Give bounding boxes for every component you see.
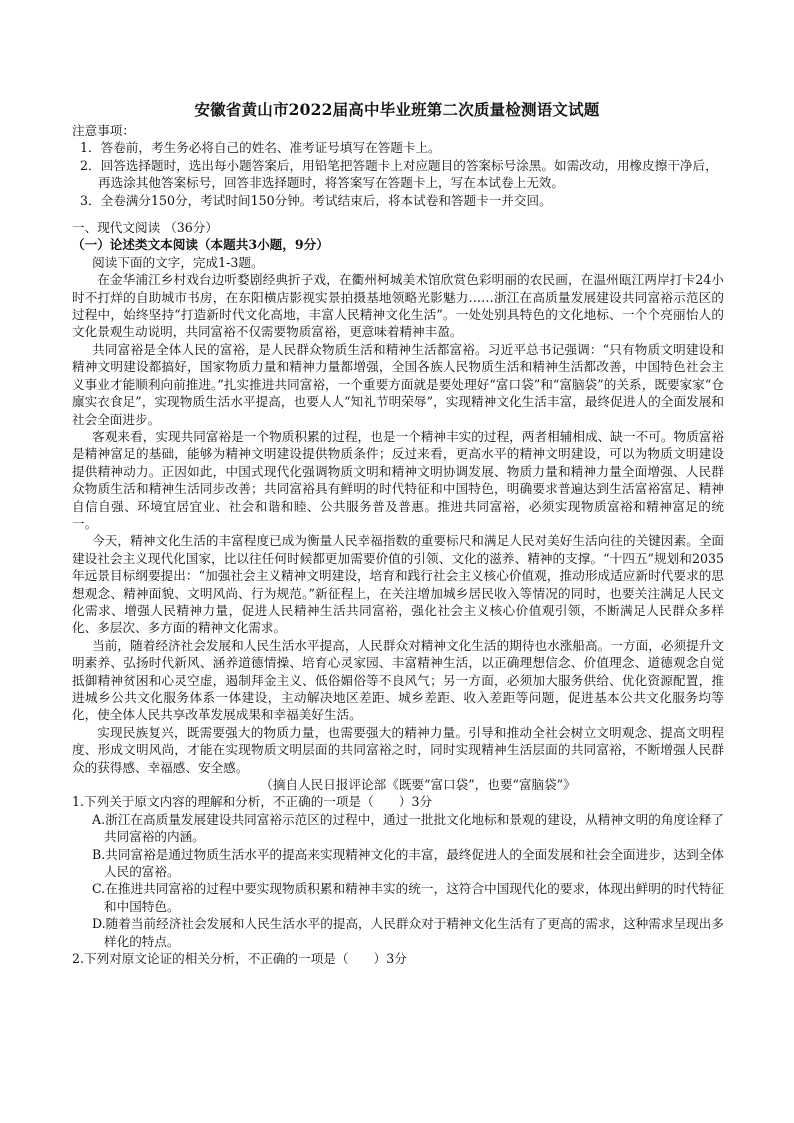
- question-option: A.浙江在高质量发展建设共同富裕示范区的过程中，通过一批批文化地标和景观的建设，从精神文明的角度诠释了共同富裕的内涵。: [92, 811, 724, 845]
- question-option: B.共同富裕是通过物质生活水平的提高来实现精神文化的丰富，最终促进人的全面发展和社会全面进步，达到全体人民的富裕。: [92, 846, 724, 880]
- passage-paragraph: 实现民族复兴，既需要强大的物质力量，也需要强大的精神力量。引导和推动全社会树立文明观念、提高文明程度、形成文明风尚，才能在实现物质文明层面的共同富裕之时，同时实现精神生活层面的共同富裕，不断增强人民群众的获得感、幸福感、安全感。: [72, 724, 724, 775]
- passage-source: （摘自人民日报评论部《既要“富口袋”，也要“富脑袋”》: [260, 777, 576, 793]
- note-item: 2．回答选择题时，选出每小题答案后，用铅笔把答题卡上对应题目的答案标号涂黑。如需改动，用橡皮擦干净后，再选涂其他答案标号，回答非选择题时，将答案写在答题卡上，写在本试卷上无效。: [80, 157, 718, 191]
- notes-heading: 注意事项：: [72, 123, 135, 138]
- passage-paragraph: 当前，随着经济社会发展和人民生活水平提高，人民群众对精神文化生活的期待也水涨船高。一方面，必须提升文明素养、弘扬时代新风、涵养道德情操、培育心灵家园、丰富精神生活，以正确理想信念、价值理念、道德观念自觉抵御精神贫困和心灵空虚，遏制拜金主义、低俗媚俗等不良风气；另一方面，必须加大服务供给、优化资源配置，推进城乡公共文化服务体系一体建设，主动解决地区差距、城乡差距、收入差距等问题，促进基本公共文化服务均等化，使全体人民共享改革发展成果和幸福美好生活。: [72, 637, 724, 723]
- note-item: 1．答卷前，考生务必将自己的姓名、准考证号填写在答题卡上。: [80, 140, 441, 156]
- passage-paragraph: 在金华浦江乡村戏台边听婺剧经典折子戏，在衢州柯城美术馆欣赏色彩明丽的农民画，在温州瓯江两岸打卡24小时不打烊的自助城市书房，在东阳横店影视实景拍摄基地领略光影魅力……浙江在高质量发展建设共同富裕示范区的过程中，始终坚持“打造新时代文化高地，丰富人民精神文化生活”。一处处别具特色的文化地标、一个个亮丽怡人的文化景观生动说明，共同富裕不仅需要物质富裕，更意味着精神丰盈。: [72, 272, 724, 340]
- question-option: C.在推进共同富裕的过程中要实现物质积累和精神丰实的统一，这符合中国现代化的要求，体现出鲜明的时代特征和中国特色。: [92, 881, 724, 914]
- reading-instruction: 阅读下面的文字，完成1-3题。: [92, 254, 264, 270]
- passage-paragraph: 今天，精神文化生活的丰富程度已成为衡量人民幸福指数的重要标尺和满足人民对美好生活向往的关键因素。全面建设社会主义现代化国家，比以往任何时候都更加需要价值的引领、文化的滋养、精神的支撑。“十四五”规划和2035年远景目标纲要提出：“加强社会主义精神文明建设，培育和践行社会主义核心价值观，推动形成适应新时代要求的思想观念、精神面貌、文明风尚、行为规范。”新征程上，在关注增加城乡居民收入等情况的同时，也要关注满足人民文化需求、增强人民精神力量，促进人民精神生活共同富裕，强化社会主义核心价值观引领，不断满足人民群众多样化、多层次、多方面的精神文化需求。: [72, 533, 724, 636]
- passage-paragraph: 共同富裕是全体人民的富裕，是人民群众物质生活和精神生活都富裕。习近平总书记强调：“只有物质文明建设和精神文明建设都搞好，国家物质力量和精神力量都增强，全国各族人民物质生活和精神生活都改善，中国特色社会主义事业才能顺利向前推进。”扎实推进共同富裕，一个重要方面就是要处理好“富口袋”和“富脑袋”的关系，既要家家“仓廪实衣食足”，实现物质生活水平提高，也要人人“知礼节明荣辱”，实现精神文化生活丰富，最终促进人的全面发展和社会全面进步。: [72, 341, 724, 427]
- question-stem: 1.下列关于原文内容的理解和分析，不正确的一项是（ ）3分: [72, 794, 433, 810]
- question-stem: 2.下列对原文论证的相关分析，不正确的一项是（ ）3分: [72, 951, 407, 967]
- question-option: D.随着当前经济社会发展和人民生活水平的提高，人民群众对于精神文化生活有了更高的需求，这种需求呈现出多样化的特点。: [92, 916, 724, 949]
- subsection-heading: （一）论述类文本阅读（本题共3小题，9分）: [72, 237, 329, 253]
- spacer: [72, 209, 724, 219]
- section-heading: 一、现代文阅读 （36分）: [72, 220, 218, 236]
- note-item: 3．全卷满分150分，考试时间150分钟。考试结束后，将本试卷和答题卡一并交回。: [80, 192, 552, 208]
- passage-paragraph: 客观来看，实现共同富裕是一个物质积累的过程，也是一个精神丰实的过程，两者相辅相成、缺一不可。物质富裕是精神富足的基础，能够为精神文明建设提供物质条件；反过来看，更高水平的精神文明建设，可以为物质文明建设提供精神动力。正因如此，中国式现代化强调物质文明和精神文明协调发展、物质力量和精神力量全面增强、人民群众物质生活和精神生活同步改善；共同富裕具有鲜明的时代特征和中国特色，明确要求普遍达到生活富裕富足、精神自信自强、环境宜居宜业、社会和谐和睦、公共服务普及普惠。推进共同富裕，必须实现物质富裕和精神富足的统一。: [72, 428, 724, 531]
- page-title: 安徽省黄山市2022届高中毕业班第二次质量检测语文试题: [194, 100, 600, 119]
- document-body: [72, 122, 724, 968]
